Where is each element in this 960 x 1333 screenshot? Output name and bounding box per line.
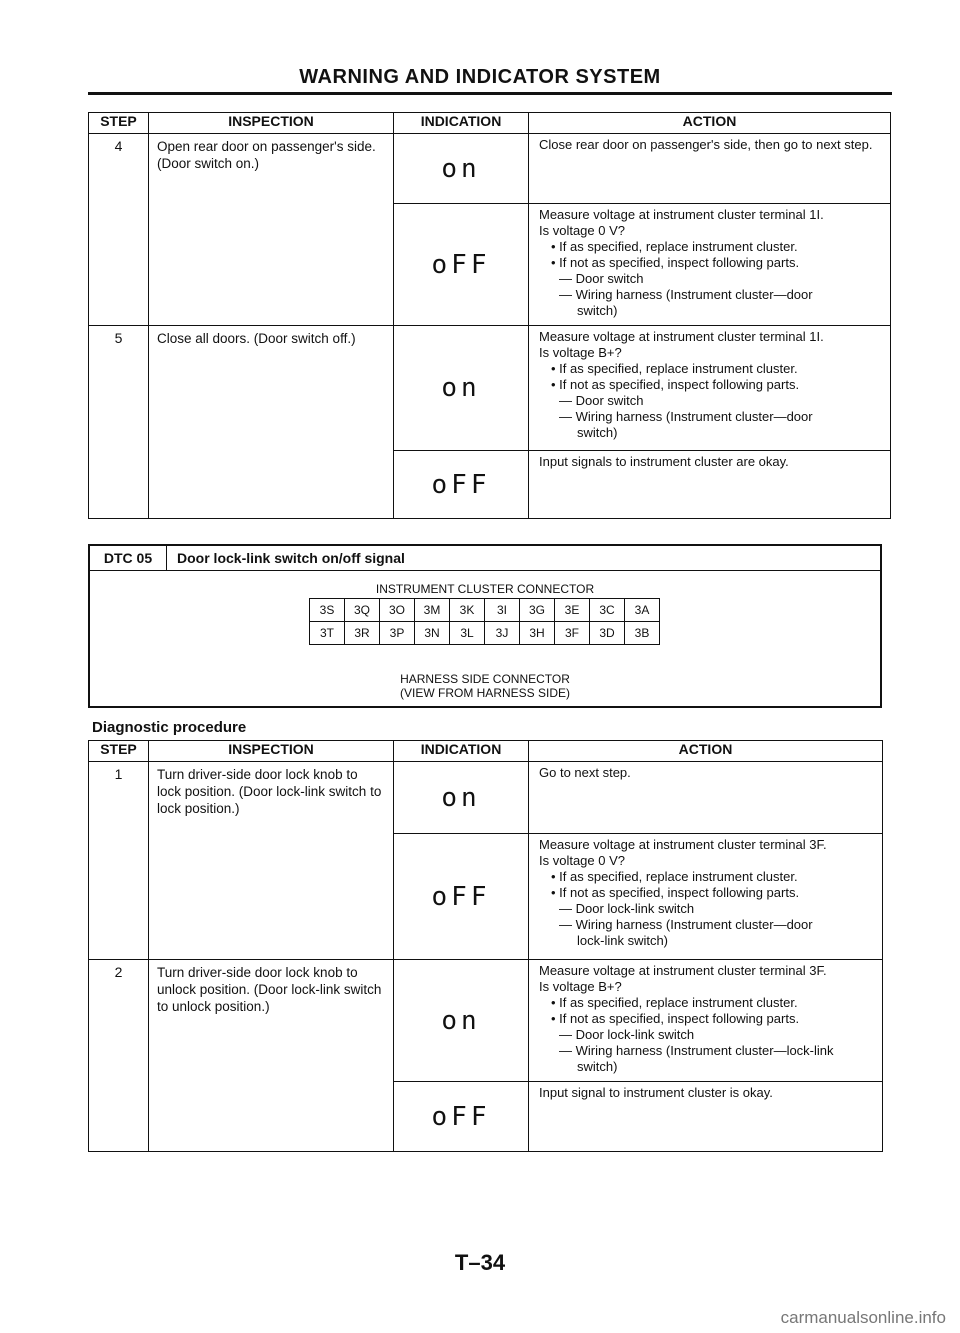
display-off: oFF — [431, 881, 491, 912]
header-inspection: INSPECTION — [149, 113, 394, 134]
terminal: 3N — [415, 622, 450, 645]
action-line: — Door switch — [559, 393, 644, 408]
action-text: Close rear door on passenger's side, then go to next step. — [529, 134, 891, 204]
terminal: 3M — [415, 599, 450, 622]
action-line: • If not as specified, inspect following parts. — [551, 255, 800, 270]
action-line: switch) — [577, 1059, 618, 1074]
header-step: STEP — [89, 741, 149, 762]
step-number: 5 — [89, 326, 149, 519]
display-off: oFF — [431, 249, 491, 280]
indication-display — [394, 326, 529, 451]
dtc-box — [88, 544, 882, 708]
terminal: 3P — [380, 622, 415, 645]
action-line: — Door lock-link switch — [559, 901, 695, 916]
connector-footer-line: (VIEW FROM HARNESS SIDE) — [399, 686, 570, 700]
action-text — [529, 960, 883, 1082]
action-line: lock-link switch) — [577, 933, 669, 948]
terminal: 3L — [450, 622, 485, 645]
terminal: 3G — [520, 599, 555, 622]
display-off: oFF — [431, 469, 491, 500]
inspection-text: Close all doors. (Door switch off.) — [149, 326, 394, 519]
action-line: — Door lock-link switch — [559, 1027, 695, 1042]
terminal: 3C — [590, 599, 625, 622]
indication-display — [394, 762, 529, 834]
connector-footer-line: HARNESS SIDE CONNECTOR — [400, 672, 570, 686]
action-line: Measure voltage at instrument cluster terminal 3F. — [539, 837, 827, 852]
terminal: 3K — [450, 599, 485, 622]
action-line: switch) — [577, 303, 618, 318]
connector-footer — [90, 672, 880, 700]
step-number: 1 — [89, 762, 149, 960]
action-line: • If as specified, replace instrument cluster. — [551, 869, 798, 884]
action-text: Input signals to instrument cluster are okay. — [529, 451, 891, 519]
display-on: on — [441, 153, 481, 184]
inspection-text: Open rear door on passenger's side. (Door switch on.) — [149, 134, 394, 326]
inspection-text: Turn driver-side door lock knob to unlock position. (Door lock-link switch to unlock position.) — [149, 960, 394, 1152]
terminal: 3B — [625, 622, 660, 645]
action-text — [529, 326, 891, 451]
terminal: 3D — [590, 622, 625, 645]
terminal: 3O — [380, 599, 415, 622]
section-heading: Diagnostic procedure — [92, 719, 247, 736]
action-text — [529, 204, 891, 326]
header-action: ACTION — [529, 113, 891, 134]
action-line: • If as specified, replace instrument cluster. — [551, 361, 798, 376]
action-line: • If not as specified, inspect following parts. — [551, 885, 800, 900]
table-row — [89, 960, 883, 1082]
action-line: — Wiring harness (Instrument cluster—door — [559, 287, 813, 302]
action-line: — Wiring harness (Instrument cluster—door — [559, 409, 813, 424]
action-line: • If not as specified, inspect following parts. — [551, 377, 800, 392]
header-action: ACTION — [529, 741, 883, 762]
terminal: 3F — [555, 622, 590, 645]
step-number: 2 — [89, 960, 149, 1152]
dtc-description: Door lock-link switch on/off signal — [177, 550, 405, 566]
page-number: T–34 — [454, 1250, 506, 1275]
header-step: STEP — [89, 113, 149, 134]
action-text: Input signal to instrument cluster is okay. — [529, 1082, 883, 1152]
page-title: WARNING AND INDICATOR SYSTEM — [299, 66, 661, 88]
indication-display — [394, 834, 529, 960]
connector-row — [310, 622, 660, 645]
indication-display — [394, 451, 529, 519]
action-line: — Door switch — [559, 271, 644, 286]
terminal: 3Q — [345, 599, 380, 622]
dtc-code: DTC 05 — [90, 546, 167, 570]
indication-display — [394, 204, 529, 326]
terminal: 3I — [485, 599, 520, 622]
terminal: 3H — [520, 622, 555, 645]
connector-diagram — [309, 598, 660, 645]
action-line: Measure voltage at instrument cluster terminal 3F. — [539, 963, 827, 978]
terminal: 3T — [310, 622, 345, 645]
terminal: 3E — [555, 599, 590, 622]
action-line: — Wiring harness (Instrument cluster—door — [559, 917, 813, 932]
action-line: switch) — [577, 425, 618, 440]
action-line: • If not as specified, inspect following parts. — [551, 1011, 800, 1026]
dtc-header — [90, 546, 880, 571]
terminal: 3R — [345, 622, 380, 645]
action-line: • If as specified, replace instrument cluster. — [551, 995, 798, 1010]
action-line: • If as specified, replace instrument cluster. — [551, 239, 798, 254]
terminal: 3A — [625, 599, 660, 622]
action-line: Is voltage B+? — [539, 345, 622, 360]
header-indication: INDICATION — [394, 113, 529, 134]
indication-display — [394, 134, 529, 204]
table-row — [89, 134, 891, 204]
indication-display — [394, 1082, 529, 1152]
action-line: Measure voltage at instrument cluster terminal 1I. — [539, 207, 824, 222]
action-text — [529, 834, 883, 960]
step-number: 4 — [89, 134, 149, 326]
title-rule — [88, 92, 892, 95]
terminal: 3J — [485, 622, 520, 645]
table-row — [89, 326, 891, 451]
display-on: on — [441, 373, 481, 403]
connector-title: INSTRUMENT CLUSTER CONNECTOR — [375, 582, 595, 596]
action-line: Is voltage 0 V? — [539, 223, 625, 238]
action-line: — Wiring harness (Instrument cluster—lock-link — [559, 1043, 834, 1058]
inspection-text: Turn driver-side door lock knob to lock position. (Door lock-link switch to lock position.) — [149, 762, 394, 960]
table-header-row — [89, 113, 891, 134]
display-on: on — [441, 782, 481, 813]
connector-row — [310, 599, 660, 622]
action-line: Is voltage 0 V? — [539, 853, 625, 868]
procedure-table-1 — [88, 112, 891, 519]
procedure-table-2 — [88, 740, 883, 1152]
table-row — [89, 762, 883, 834]
table-header-row — [89, 741, 883, 762]
display-on: on — [441, 1005, 481, 1036]
action-line: Measure voltage at instrument cluster terminal 1I. — [539, 329, 824, 344]
terminal: 3S — [310, 599, 345, 622]
action-line: Is voltage B+? — [539, 979, 622, 994]
indication-display — [394, 960, 529, 1082]
header-inspection: INSPECTION — [149, 741, 394, 762]
display-off: oFF — [431, 1101, 491, 1132]
action-text: Go to next step. — [529, 762, 883, 834]
watermark: carmanualsonline.info — [780, 1308, 946, 1327]
header-indication: INDICATION — [394, 741, 529, 762]
